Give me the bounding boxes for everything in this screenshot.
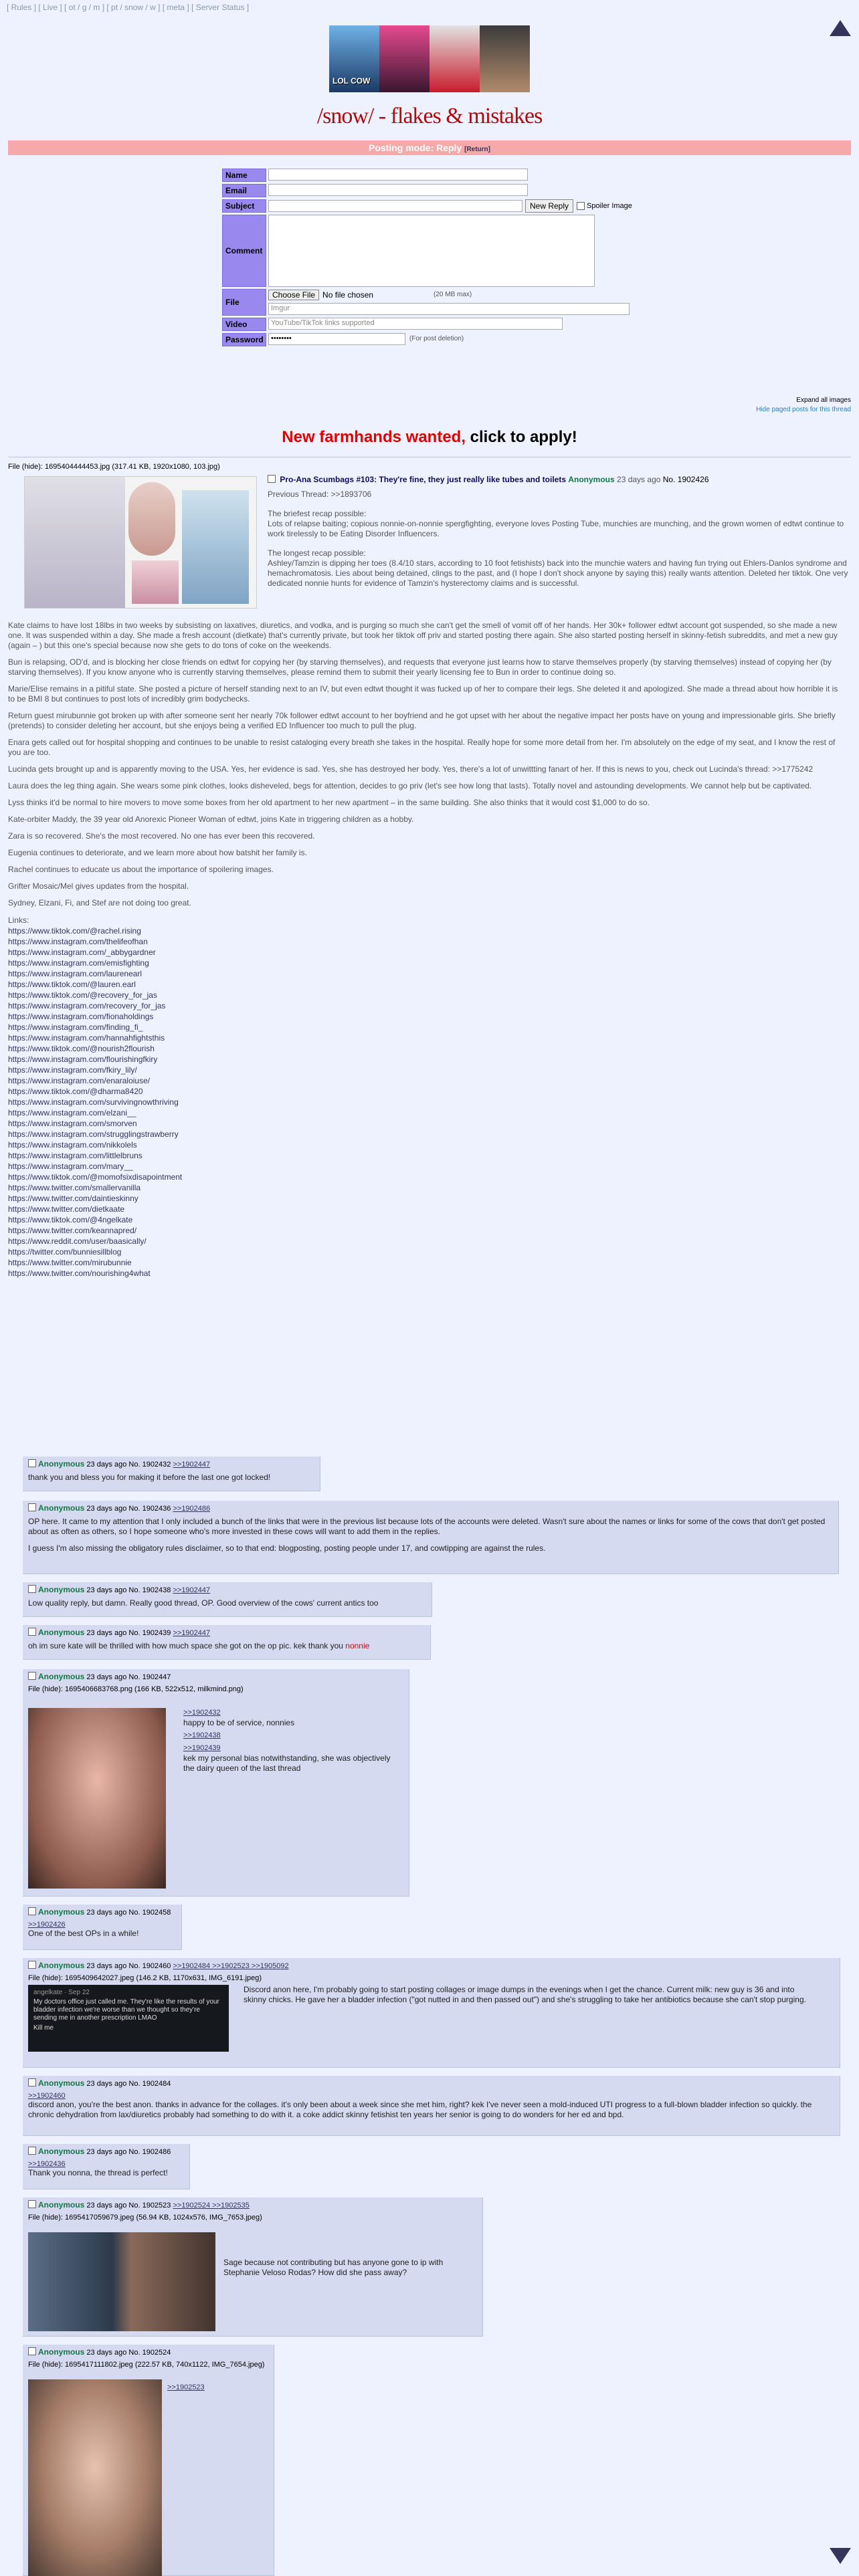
reply-text: thank you and bless you for making it before the last one got locked! — [28, 1473, 271, 1482]
no-file-text: No file chosen — [322, 290, 374, 300]
reply-quote-link[interactable]: >>1902460 — [28, 2092, 66, 2100]
op-name: Anonymous — [568, 475, 615, 484]
return-link[interactable]: [Return] — [464, 146, 490, 153]
op-subject: Pro-Ana Scumbags #103: They're fine, they just really like tubes and toilets — [280, 475, 566, 484]
reply-number[interactable]: No. 1902523 — [128, 2202, 171, 2210]
reply-file-info[interactable]: File (hide): 1695406683768.png (166 KB, 522x512, milkmind.png) — [28, 1685, 244, 1693]
board-nav[interactable]: [ Rules ] [ Live ] [ ot / g / m ] [ pt / snow / w ] [ meta ] [ Server Status ] — [7, 3, 250, 12]
op-para-mosaic: Grifter Mosaic/Mel gives updates from the hospital. — [8, 881, 189, 891]
reply-file-info[interactable]: File (hide): 1695417111802.jpeg (222.57 KB, 740x1122, IMG_7654.jpeg) — [28, 2361, 265, 2369]
op-para-sydney: Sydney, Elzani, Fi, and Stef are not doing too great. — [8, 898, 191, 907]
banner-panel-3 — [430, 25, 480, 92]
op-link[interactable]: https://www.tiktok.com/@4ngelkate — [8, 1215, 133, 1224]
op-link[interactable]: https://www.instagram.com/_abbygardner — [8, 948, 156, 957]
reply-text: OP here. It came to my attention that I only included a bunch of the links that were in the previous list because lots of the accounts were deleted. Wasn't sure about the names or links for some of the cows that don't get posted about as often as others, so I hope someone who's more invested in these cows will want to add them in the replies. — [28, 1517, 826, 1536]
reply-backlinks[interactable]: >>1902447 — [173, 1461, 211, 1469]
reply-checkbox[interactable] — [28, 1459, 36, 1467]
reply-body — [183, 1708, 397, 1774]
spoiler-label: Spoiler Image — [587, 202, 632, 210]
op-para-rachel: Rachel continues to educate us about the importance of spoilering images. — [8, 865, 274, 874]
reply-time: 23 days ago — [86, 2349, 127, 2357]
reply-quote-link[interactable]: >>1902436 — [28, 2160, 66, 2168]
reply-number[interactable]: No. 1902436 — [128, 1505, 171, 1513]
op-collage-bottom — [132, 560, 179, 604]
op-link[interactable]: https://www.instagram.com/thelifeofhan — [8, 937, 148, 946]
password-input[interactable]: •••••••• — [268, 333, 405, 345]
reply-text: kek my personal bias notwithstanding, she was objectively the dairy queen of the last thread — [183, 1753, 391, 1773]
reply-quote-link[interactable]: >>1902432 — [183, 1709, 221, 1717]
op-link[interactable]: https://www.instagram.com/recovery_for_jas — [8, 1001, 166, 1010]
reply-checkbox[interactable] — [28, 2147, 36, 2155]
op-link[interactable]: https://www.tiktok.com/@momofsixdisapointment — [8, 1172, 183, 1182]
op-link[interactable]: https://www.instagram.com/survivingnowthriving — [8, 1097, 179, 1107]
reply-name: Anonymous — [38, 2078, 85, 2088]
reply-post — [23, 1905, 182, 1950]
op-para-bun: Bun is relapsing, OD'd, and is blocking her close friends on edtwt for copying her (by starving themselves), and requests that everyone just learns how to starve themselves properly (by starving themselves) instead of copying her (by starving themselves). If you know anyone who is currently starving themselves, please remind them to submit their yearly licensing fee to Bun in order to continue doing so. — [8, 657, 832, 677]
scroll-top-arrow-icon[interactable] — [830, 20, 851, 36]
reply-checkbox[interactable] — [28, 2200, 36, 2208]
op-link[interactable]: https://www.instagram.com/fionaholdings — [8, 1012, 154, 1021]
reply-name: Anonymous — [38, 2347, 85, 2357]
reply-checkbox[interactable] — [28, 2347, 36, 2355]
reply-name: Anonymous — [38, 1459, 85, 1469]
op-link[interactable]: https://www.tiktok.com/@nourish2flourish — [8, 1044, 155, 1053]
reply-backlinks[interactable]: >>1902447 — [173, 1586, 211, 1594]
reply-text: Thank you nonna, the thread is perfect! — [28, 2168, 168, 2177]
op-link[interactable]: https://twitter.com/bunniesillblog — [8, 1247, 122, 1257]
reply-backlinks[interactable]: >>1902447 — [173, 1629, 211, 1637]
recruit-red-text: New farmhands wanted, — [282, 428, 466, 446]
op-link[interactable]: https://www.reddit.com/user/baasically/ — [8, 1237, 147, 1246]
reply-time: 23 days ago — [86, 2080, 127, 2088]
banner-panel-4 — [480, 25, 530, 92]
op-para-enara: Enara gets called out for hospital shopping and continues to be unable to resist cataloging every breath she takes in the hospital. Really hope for some more detail from her. I'm absolutely on the edge of my seat, and I know the rest of you are too. — [8, 738, 836, 757]
comment-textarea[interactable] — [268, 215, 595, 287]
subject-input[interactable] — [268, 200, 522, 212]
op-link[interactable]: https://www.tiktok.com/@lauren.earl — [8, 980, 136, 989]
reply-post — [23, 2345, 274, 2576]
reply-post — [23, 2076, 840, 2136]
reply-number[interactable]: No. 1902439 — [128, 1629, 171, 1637]
tweet-text: My doctors office just called me. They're like the results of your bladder infection we're worse than we thought so they're sending me in another prescription LMAO — [33, 1998, 219, 2022]
op-collage-right — [182, 490, 249, 604]
op-link[interactable]: https://www.tiktok.com/@rachel.rising — [8, 926, 141, 936]
op-link[interactable]: https://www.instagram.com/fkiry_lily/ — [8, 1065, 137, 1075]
comment-label: Comment — [222, 215, 266, 287]
reply-quote-link[interactable]: >>1902439 — [183, 1744, 221, 1752]
farmhand-recruit-banner[interactable] — [0, 428, 859, 447]
op-link[interactable]: https://www.instagram.com/elzani__ — [8, 1108, 136, 1117]
banner-panel-2 — [379, 25, 430, 92]
op-recap-brief-title: The briefest recap possible: — [268, 509, 367, 518]
image-url-input[interactable] — [268, 303, 630, 315]
reply-checkbox[interactable] — [28, 2078, 36, 2086]
reply-image[interactable] — [28, 1708, 166, 1889]
video-placeholder: YouTube/TikTok links supported — [271, 319, 375, 327]
expand-all-images-link[interactable]: Expand all images — [796, 397, 851, 404]
op-link[interactable]: https://www.instagram.com/laurenearl — [8, 969, 142, 978]
name-input[interactable] — [268, 169, 528, 181]
op-post — [268, 475, 850, 598]
reply-text: Low quality reply, but damn. Really good thread, OP. Good overview of the cows' current antics too — [28, 1598, 379, 1608]
board-banner[interactable] — [329, 25, 530, 92]
banner-logo-text: LOL COW — [332, 76, 371, 86]
reply-quote-link[interactable]: >>1902426 — [28, 1921, 66, 1929]
reply-file-info[interactable]: File (hide): 1695417059679.jpeg (56.94 KB, 1024x576, IMG_7653.jpeg) — [28, 2214, 262, 2222]
op-recap-long: Ashley/Tamzin is dipping her toes (8.4/10 stars, according to 10 foot fetishists) back into the munchie waters and having fun trying out Ehlers-Danlos syndrome and hemachromatosis. Lies about being detained, clings to the past, and (I hope I don't shock anyone by saying this) really wants attention. Deleted her tiktok. One very dedicated nonnie hunts for evidence of Tamzin's hysterectomy claims and is successful. — [268, 558, 848, 588]
email-label: Email — [222, 184, 266, 197]
reply-checkbox[interactable] — [28, 1585, 36, 1593]
reply-name: Anonymous — [38, 1585, 85, 1594]
board-title: /snow/ - flakes & mistakes — [316, 104, 543, 128]
reply-image[interactable] — [28, 2379, 162, 2576]
op-link[interactable]: https://www.instagram.com/enaraloiuse/ — [8, 1076, 151, 1085]
op-link[interactable]: https://www.twitter.com/daintieskinny — [8, 1194, 138, 1203]
tweet-footer: Kill me — [33, 2024, 54, 2032]
reply-time: 23 days ago — [86, 1629, 127, 1637]
name-label: Name — [222, 169, 266, 182]
reply-number[interactable]: No. 1902447 — [128, 1673, 171, 1681]
reply-time: 23 days ago — [86, 1461, 127, 1469]
op-link[interactable]: https://www.twitter.com/keannapred/ — [8, 1226, 137, 1235]
op-collage-face-1 — [128, 482, 175, 556]
video-input[interactable] — [268, 318, 563, 330]
reply-number[interactable]: No. 1902486 — [128, 2148, 171, 2156]
op-link[interactable]: https://www.instagram.com/hannahfightsthis — [8, 1033, 165, 1043]
op-recap-brief: Lots of relapse baiting; copious nonnie-on-nonnie spergfighting, everyone loves Posting Tube, munchies are munching, and the grown women of edtwt continue to work tirelessly to be Eating Disorder Influencers. — [268, 519, 844, 538]
op-links-title: Links: — [8, 916, 29, 925]
reply-text: One of the best OPs in a while! — [28, 1929, 139, 1938]
op-link[interactable]: https://www.instagram.com/mary__ — [8, 1162, 133, 1171]
reply-number[interactable]: No. 1902460 — [128, 1962, 171, 1970]
reply-time: 23 days ago — [86, 1962, 127, 1970]
reply-backlinks[interactable]: >>1902484 >>1902523 >>1905092 — [173, 1962, 289, 1970]
op-link[interactable]: https://www.instagram.com/nikkolels — [8, 1140, 137, 1150]
reply-post — [23, 1457, 320, 1491]
reply-text: discord anon, you're the best anon. thanks in advance for the collages. it's only been about a week since she met him, right? kek I've never seen a mold-induced UTI progress to a full-blown bladder infection so quickly. the chronic dehydration from lax/diuretics probably had something to do with it. a coke addict skinny fetishist ten years her senior is going to do wonders for her ed and bpd. — [28, 2100, 812, 2119]
reply-form — [222, 169, 632, 348]
op-para-lucinda: Lucinda gets brought up and is apparently moving to the USA. Yes, her evidence is sad. Yes, she has destroyed her body. Yes, there's a lot of unwittting fanart of her. If this is news to you, check out Lucinda's thread: >>1775242 — [8, 764, 814, 774]
reply-checkbox[interactable] — [28, 1503, 36, 1511]
op-prev-thread[interactable]: Previous Thread: >>1893706 — [268, 490, 372, 499]
op-para-mirubunnie: Return guest mirubunnie got broken up with after someone sent her nearly 70k follower edtwt account to her boyfriend and he got upset with her about the negative impact her posts have on young and impressionable girls. She briefly (pretends) to consider deleting her account, but she enjoys being a verified ED Influencer too much to pull the plug. — [8, 711, 836, 730]
reply-number[interactable]: No. 1902432 — [128, 1461, 171, 1469]
tweet-user: angelkate · Sep 22 — [33, 1989, 90, 1996]
op-link[interactable]: https://www.twitter.com/dietkaate — [8, 1204, 125, 1214]
choose-file-button[interactable]: Choose File — [268, 290, 319, 300]
password-label: Password — [222, 333, 266, 346]
op-link[interactable]: https://www.instagram.com/emisfighting — [8, 958, 149, 968]
password-hint: (For post deletion) — [409, 335, 464, 342]
spoiler-checkbox[interactable] — [577, 202, 585, 210]
reply-number[interactable]: No. 1902484 — [128, 2080, 171, 2088]
reply-name: Anonymous — [38, 1672, 85, 1681]
new-reply-button[interactable]: New Reply — [525, 199, 573, 213]
op-link[interactable]: https://www.instagram.com/smorven — [8, 1119, 137, 1128]
op-link[interactable]: https://www.twitter.com/smallervanilla — [8, 1183, 141, 1192]
reply-time: 23 days ago — [86, 2148, 127, 2156]
op-time: 23 days ago — [617, 475, 661, 484]
reply-time: 23 days ago — [86, 1586, 127, 1594]
reply-post — [23, 2144, 190, 2189]
posting-mode-bar — [8, 140, 851, 155]
op-para-maddy: Kate-orbiter Maddy, the 39 year old Anorexic Pioneer Woman of edtwt, joins Kate in triggering children as a hobby. — [8, 815, 414, 824]
scroll-bottom-arrow-icon[interactable] — [830, 2548, 851, 2564]
reply-time: 23 days ago — [86, 2202, 127, 2210]
reply-checkbox[interactable] — [28, 1672, 36, 1680]
reply-backlinks[interactable]: >>1902524 >>1902535 — [173, 2202, 250, 2210]
reply-time: 23 days ago — [86, 1505, 127, 1513]
max-size-hint: (20 MB max) — [434, 291, 472, 298]
op-body — [8, 621, 844, 1279]
reply-post — [23, 1669, 409, 1897]
email-input[interactable] — [268, 184, 528, 196]
op-link[interactable]: https://www.tiktok.com/@recovery_for_jas — [8, 990, 157, 1000]
hide-paged-posts-link[interactable]: Hide paged posts for this thread — [756, 406, 851, 413]
op-link[interactable]: https://www.twitter.com/mirubunnie — [8, 1258, 132, 1267]
op-para-lyss: Lyss thinks it'd be normal to hire movers to move some boxes from her old apartment to her new apartment – in the same building. She also thinks that it would cost $1,000 to do so. — [8, 798, 650, 807]
reply-time: 23 days ago — [86, 1909, 127, 1917]
op-para-marie: Marie/Elise remains in a pitiful state. She posted a picture of herself standing next to an IV, but even edtwt thought it was fucked up of her to compare their legs. She deleted it and apologized. She made a thread about how horrible it is to be BMI 8 but continues to post lots of incredibly grim bodychecks. — [8, 684, 838, 704]
video-label: Video — [222, 318, 266, 331]
reply-name: Anonymous — [38, 1907, 85, 1917]
op-link[interactable]: https://www.twitter.com/nourishing4what — [8, 1269, 151, 1278]
reply-number[interactable]: No. 1902524 — [128, 2349, 171, 2357]
reply-image[interactable] — [28, 2232, 215, 2331]
op-collage-left — [25, 477, 125, 608]
reply-name: Anonymous — [38, 1961, 85, 1970]
reply-backlinks[interactable]: >>1902486 — [173, 1505, 211, 1513]
reply-post — [23, 1958, 840, 2068]
reply-text: Discord anon here, I'm probably going to start posting collages or image dumps in the evenings when I get the chance. Current milk: new guy is 36 and into skinny chicks. He gave her a bladder infection ("got nutted in and then passed out") and she's struggling to take her antibiotics because she can't stop purging. — [244, 1985, 806, 2004]
op-para-zara: Zara is so recovered. She's the most recovered. No one has ever been this recovered. — [8, 831, 315, 841]
op-thumbnail[interactable] — [24, 476, 257, 609]
file-label: File — [222, 289, 266, 316]
reply-checkbox[interactable] — [28, 1961, 36, 1969]
tweet-screenshot[interactable] — [28, 1985, 229, 2052]
reply-name: Anonymous — [38, 2147, 85, 2156]
op-link-list — [8, 926, 844, 1279]
reply-number[interactable]: No. 1902438 — [128, 1586, 171, 1594]
recruit-black-text: click to apply! — [466, 428, 577, 446]
reply-post — [23, 1501, 839, 1574]
reply-name: Anonymous — [38, 1503, 85, 1513]
op-para-laura: Laura does the leg thing again. She wears some pink clothes, looks disheveled, begs for attention, decides to go priv (let's see how long that lasts). Totally novel and astounding developments. We cannot help but be captivated. — [8, 781, 812, 790]
reply-text: Sage because not contributing but has anyone gone to ip with Stephanie Veloso Rodas? How did she pass away? — [223, 2258, 444, 2277]
op-file-info[interactable]: File (hide): 1695404444453.jpg (317.41 KB, 1920x1080, 103.jpg) — [8, 463, 220, 471]
banner-panel-1 — [329, 25, 379, 92]
op-para-kate: Kate claims to have lost 18lbs in two weeks by subsisting on laxatives, diuretics, and vodka, and is purging so much she can't get the smell of vomit off of her hands. Her 30k+ follower edtwt account got suspended, so she made a new one. It was suspended within a day. She made a fresh account (dietkate) that's currently private, but took her tiktok off priv and started posting there again. She also started posting herself in skinny-fetish subreddits, and met a new guy (again – ) but this one's special because now she gets to do tons of coke on the weekends. — [8, 621, 838, 650]
op-link[interactable]: https://www.tiktok.com/@dharma8420 — [8, 1087, 143, 1096]
op-link[interactable]: https://www.instagram.com/littlelbruns — [8, 1151, 142, 1160]
reply-number[interactable]: No. 1902458 — [128, 1909, 171, 1917]
reply-name: Anonymous — [38, 2200, 85, 2210]
reply-checkbox[interactable] — [28, 1907, 36, 1915]
reply-file-info[interactable]: File (hide): 1695409642027.jpeg (146.2 KB, 1170x631, IMG_6191.jpeg) — [28, 1974, 262, 1982]
op-checkbox[interactable] — [268, 475, 276, 483]
posting-mode-label: Posting mode: Reply — [368, 142, 462, 153]
op-link[interactable]: https://www.instagram.com/finding_fi_ — [8, 1023, 143, 1032]
reply-post — [23, 1625, 431, 1660]
image-url-placeholder: Imgur — [271, 304, 290, 312]
reply-text: oh im sure kate will be thrilled with how much space she got on the op pic. kek thank you — [28, 1641, 343, 1650]
reply-text: happy to be of service, nonnies — [183, 1718, 295, 1727]
reply-red-word: nonnie — [345, 1641, 370, 1650]
reply-name: Anonymous — [38, 1628, 85, 1637]
reply-quote-link[interactable]: >>1902438 — [183, 1731, 221, 1739]
op-para-eugenia: Eugenia continues to deteriorate, and we learn more about how batshit her family is. — [8, 848, 307, 857]
op-post-number[interactable]: No. 1902426 — [662, 475, 709, 484]
reply-quote-link[interactable]: >>1902523 — [167, 2383, 205, 2391]
op-recap-long-title: The longest recap possible: — [268, 548, 366, 558]
reply-post — [23, 1582, 432, 1617]
reply-text-2: I guess I'm also missing the obligatory rules disclaimer, so to that end: blogposting, posting people under 17, and cowtipping are against the rules. — [28, 1543, 546, 1553]
image-options — [756, 396, 851, 415]
reply-post — [23, 2197, 483, 2337]
subject-label: Subject — [222, 199, 266, 213]
op-link[interactable]: https://www.instagram.com/flourishingfkiry — [8, 1055, 158, 1064]
reply-checkbox[interactable] — [28, 1628, 36, 1636]
op-link[interactable]: https://www.instagram.com/strugglingstrawberry — [8, 1130, 179, 1139]
reply-time: 23 days ago — [86, 1673, 127, 1681]
